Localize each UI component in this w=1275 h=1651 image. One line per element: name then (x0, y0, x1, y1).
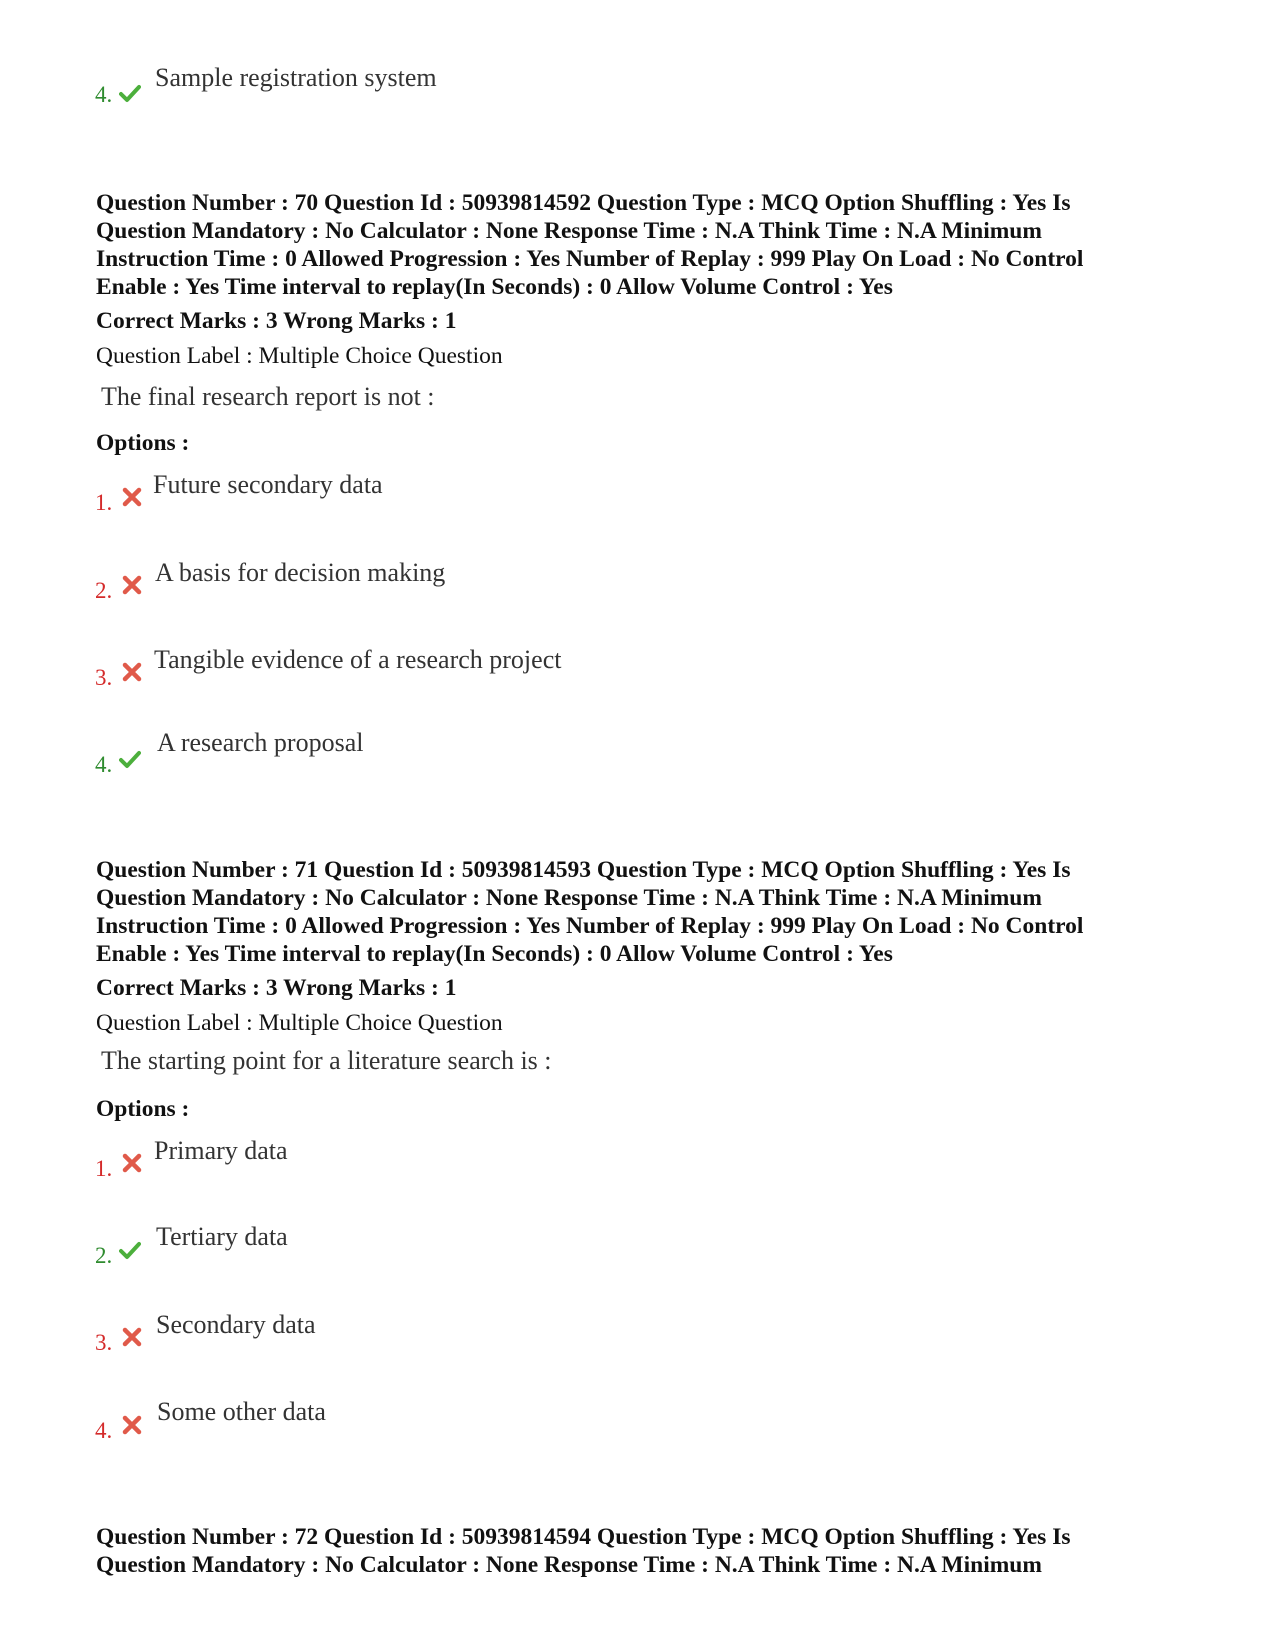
option-number: 1. (95, 490, 113, 515)
option-text: Sample registration system (155, 63, 437, 92)
cross-icon (121, 486, 143, 508)
question-meta-line: Question Number : 72 Question Id : 50939814594 Question Type : MCQ Option Shuffling : Yes Is (96, 1524, 1071, 1550)
option-text: Tertiary data (156, 1222, 288, 1251)
check-icon (119, 82, 141, 104)
option-number: 4. (95, 752, 113, 777)
option-text: Future secondary data (153, 470, 383, 499)
question-meta-line: Question Mandatory : No Calculator : None Response Time : N.A Think Time : N.A Minimum (96, 1552, 1042, 1578)
option-text: Secondary data (156, 1310, 316, 1339)
cross-icon (121, 574, 143, 596)
option-text: Primary data (154, 1136, 288, 1165)
check-icon (119, 1239, 141, 1261)
cross-icon (121, 661, 143, 683)
question-label: Question Label : Multiple Choice Question (96, 1010, 503, 1036)
option-number: 3. (95, 1330, 113, 1355)
option-text: Tangible evidence of a research project (154, 645, 562, 674)
option-number: 2. (95, 578, 113, 603)
question-meta-line: Instruction Time : 0 Allowed Progression : Yes Number of Replay : 999 Play On Load : No Control (96, 913, 1084, 939)
question-meta-line: Question Number : 71 Question Id : 50939814593 Question Type : MCQ Option Shuffling : Yes Is (96, 857, 1071, 883)
question-meta-line: Question Number : 70 Question Id : 50939814592 Question Type : MCQ Option Shuffling : Yes Is (96, 190, 1071, 216)
question-meta-line: Enable : Yes Time interval to replay(In Seconds) : 0 Allow Volume Control : Yes (96, 274, 893, 300)
marks-line: Correct Marks : 3 Wrong Marks : 1 (96, 975, 457, 1001)
option-number: 4. (95, 82, 113, 107)
question-meta-line: Question Mandatory : No Calculator : None Response Time : N.A Think Time : N.A Minimum (96, 218, 1042, 244)
options-heading: Options : (96, 1096, 190, 1122)
question-meta-line: Enable : Yes Time interval to replay(In Seconds) : 0 Allow Volume Control : Yes (96, 941, 893, 967)
cross-icon (121, 1414, 143, 1436)
check-icon (119, 748, 141, 770)
question-stem: The final research report is not : (101, 382, 435, 411)
question-label: Question Label : Multiple Choice Question (96, 343, 503, 369)
option-text: A basis for decision making (155, 558, 446, 587)
option-number: 4. (95, 1418, 113, 1443)
option-number: 3. (95, 665, 113, 690)
question-meta-line: Question Mandatory : No Calculator : None Response Time : N.A Think Time : N.A Minimum (96, 885, 1042, 911)
option-number: 2. (95, 1243, 113, 1268)
option-number: 1. (95, 1156, 113, 1181)
question-stem: The starting point for a literature search is : (101, 1046, 552, 1075)
option-text: Some other data (157, 1397, 326, 1426)
question-meta-line: Instruction Time : 0 Allowed Progression : Yes Number of Replay : 999 Play On Load : No Control (96, 246, 1084, 272)
option-text: A research proposal (157, 728, 364, 757)
options-heading: Options : (96, 430, 190, 456)
cross-icon (121, 1152, 143, 1174)
marks-line: Correct Marks : 3 Wrong Marks : 1 (96, 308, 457, 334)
cross-icon (121, 1326, 143, 1348)
